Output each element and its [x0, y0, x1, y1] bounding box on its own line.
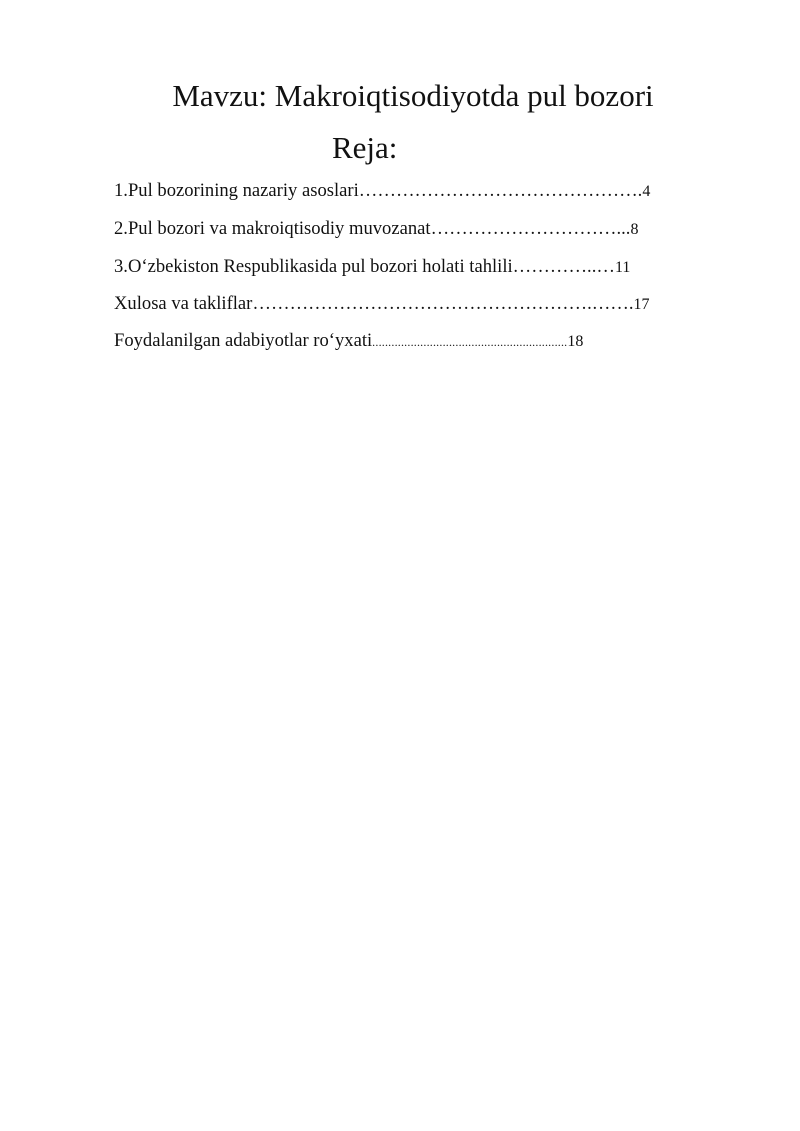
toc-entry-page: 4: [642, 183, 651, 200]
toc-entry: [114, 289, 650, 319]
toc-entry: [114, 176, 650, 206]
toc-entry-leader: .............................................................: [372, 335, 568, 349]
toc-entry-page: 8: [630, 221, 639, 238]
toc-entry-text: Foydalanilgan adabiyotlar ro‘yxati: [114, 330, 373, 351]
toc-entry: [114, 214, 638, 244]
toc-entry-leader: ……………………………………………….…….: [252, 293, 634, 314]
toc-entry-page: 17: [633, 296, 650, 313]
toc-entry: [114, 326, 583, 356]
toc-entry-text: 2.Pul bozori va makroiqtisodiy muvozanat: [114, 218, 431, 239]
toc-entry-leader: ……………………………………….: [358, 180, 643, 201]
plan-heading: Reja:: [332, 130, 398, 165]
document-title: Mavzu: Makroiqtisodiyotda pul bozori: [172, 78, 654, 113]
toc-entry-page: 18: [567, 333, 584, 350]
toc-entry: [114, 252, 630, 282]
toc-entry-text: 3.O‘zbekiston Respublikasida pul bozori holati tahlili: [114, 256, 513, 277]
toc-entry-page: 11: [614, 259, 631, 276]
toc-entry-leader: …………..…: [512, 256, 615, 277]
toc-entry-text: Xulosa va takliflar: [114, 293, 253, 314]
toc-entry-text: 1.Pul bozorining nazariy asoslari: [114, 180, 359, 201]
toc-entry-leader: …………………………...: [430, 218, 631, 239]
